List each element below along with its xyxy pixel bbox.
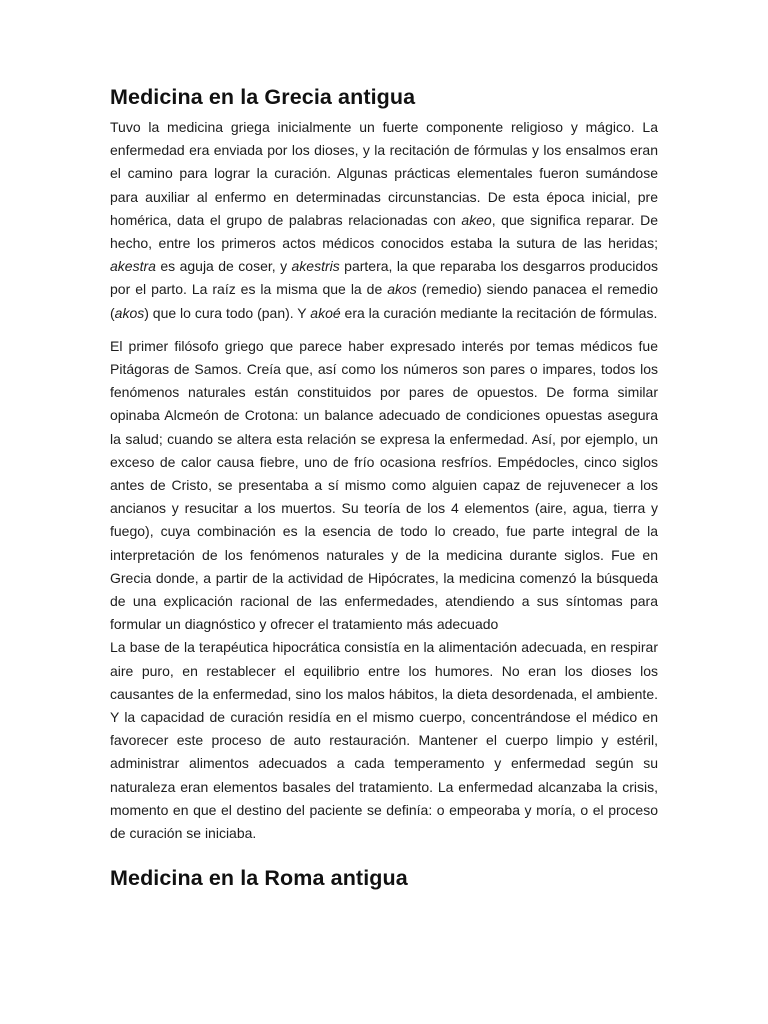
- text-run: Tuvo la medicina griega inicialmente un fuerte componente religioso y mágico. La enfermedad era enviada por los dioses, y la recitación de fórmulas y los ensalmos eran el camino para lograr la curación. Algunas prácticas elementales fueron sumándose para auxiliar al enfermo en determinadas circunstancias. De esta época inicial, pre homérica, data el grupo de palabras relacionadas con: [110, 119, 658, 228]
- paragraph-philosophers: El primer filósofo griego que parece haber expresado interés por temas médicos fue Pitágoras de Samos. Creía que, así como los números son pares o impares, todos los fenómenos naturales están constituidos por pares de opuestos. De forma similar opinaba Alcmeón de Crotona: un balance adecuado de condiciones opuestas asegura la salud; cuando se altera esta relación se expresa la enfermedad. Así, por ejemplo, un exceso de calor causa fiebre, uno de frío ocasiona resfríos. Empédocles, cinco siglos antes de Cristo, se presentaba a sí mismo como alguien capaz de rejuvenecer a los ancianos y resucitar a los muertos. Su teoría de los 4 elementos (aire, agua, tierra y fuego), cuya combinación es la esencia de todo lo creado, fue parte integral de la interpretación de los fenómenos naturales y de la medicina durante siglos. Fue en Grecia donde, a partir de la actividad de Hipócrates, la medicina comenzó la búsqueda de una explicación racional de las enfermedades, atendiendo a sus síntomas para formular un diagnóstico y ofrecer el tratamiento más adecuado: [110, 337, 658, 633]
- term-akestra: akestra: [110, 258, 156, 275]
- term-akestris: akestris: [291, 258, 340, 275]
- term-akeo: akeo: [461, 211, 492, 228]
- text-run: era la curación mediante la recitación de fórmulas.: [340, 304, 658, 321]
- term-akoe: akoé: [310, 304, 341, 321]
- term-akos: akos: [387, 281, 417, 298]
- text-run: partera, la que reparaba los desgarros producidos por el parto. La raíz es la misma que la de: [110, 258, 658, 298]
- text-run: ) que lo cura todo (pan). Y: [144, 304, 311, 321]
- section-heading-roma: Medicina en la Roma antigua: [110, 866, 408, 891]
- section-heading-grecia: Medicina en la Grecia antigua: [110, 85, 416, 109]
- paragraph-origins: [110, 116, 658, 325]
- text-run: , que significa reparar. De hecho, entre los primeros actos médicos conocidos estaba la sutura de las heridas;: [110, 211, 658, 252]
- text-run: (remedio) siendo panacea el remedio (: [110, 281, 658, 321]
- paragraph-hippocratic-therapy: La base de la terapéutica hipocrática consistía en la alimentación adecuada, en respirar aire puro, en restablecer el equilibrio entre los humores. No eran los dioses los causantes de la enfermedad, sino los malos hábitos, la dieta desordenada, el ambiente. Y la capacidad de curación residía en el mismo cuerpo, concentrándose el médico en favorecer este proceso de auto restauración. Mantener el cuerpo limpio y estéril, administrar alimentos adecuados a cada temperamento y enfermedad según su naturaleza eran elementos basales del tratamiento. La enfermedad alcanzaba la crisis, momento en que el destino del paciente se definía: o empeoraba y moría, o el proceso de curación se iniciaba.: [110, 639, 658, 842]
- document-page: [110, 82, 658, 893]
- term-akos: akos: [114, 304, 145, 321]
- text-run: es aguja de coser, y: [155, 258, 292, 275]
